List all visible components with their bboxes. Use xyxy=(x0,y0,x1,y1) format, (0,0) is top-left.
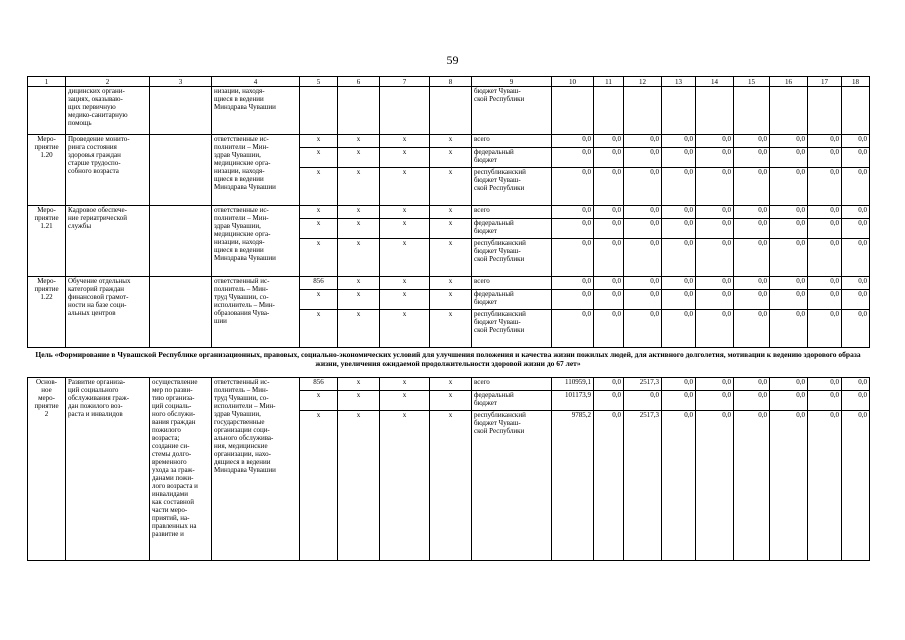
value-col-16: 0,0 xyxy=(770,239,808,277)
cell-c5: x xyxy=(300,148,338,168)
value-col-10: 0,0 xyxy=(552,148,594,168)
cell-c5: 856 xyxy=(300,277,338,290)
value-col-17: 0,0 xyxy=(808,378,842,391)
value-col-16: 0,0 xyxy=(770,290,808,310)
value-col-17: 0,0 xyxy=(808,411,842,561)
value-col-18: 0,0 xyxy=(842,378,870,391)
value-col-14: 0,0 xyxy=(696,310,734,348)
value-col-17: 0,0 xyxy=(808,239,842,277)
cell-c6: x xyxy=(338,378,380,391)
col-header-6: 6 xyxy=(338,77,380,87)
cell-c7: x xyxy=(380,277,430,290)
value-col-10: 0,0 xyxy=(552,206,594,219)
value-col-11: 0,0 xyxy=(594,168,624,206)
cell-c6: x xyxy=(338,239,380,277)
value-col-14: 0,0 xyxy=(696,148,734,168)
funding-source: федеральный бюджет xyxy=(472,148,552,168)
value-col-16: 0,0 xyxy=(770,206,808,219)
cell-c8: x xyxy=(430,168,472,206)
cont-c13 xyxy=(662,87,696,135)
value-col-10: 0,0 xyxy=(552,290,594,310)
value-col-14: 0,0 xyxy=(696,206,734,219)
measure-2-executors: ответственные ис- полнители – Мин- здрав Чувашии, медицинские орга- низации, находя- щиеся в ведении Минздрава Чувашии xyxy=(212,206,300,277)
value-col-10: 101173,9 xyxy=(552,391,594,411)
value-col-17: 0,0 xyxy=(808,206,842,219)
measure-1-name: Проведение монито- ринга состояния здоровья граждан старше трудоспо- собного возраста xyxy=(66,135,150,206)
value-col-16: 0,0 xyxy=(770,378,808,391)
value-col-11: 0,0 xyxy=(594,378,624,391)
value-col-17: 0,0 xyxy=(808,168,842,206)
value-col-10: 0,0 xyxy=(552,219,594,239)
value-col-11: 0,0 xyxy=(594,310,624,348)
value-col-18: 0,0 xyxy=(842,148,870,168)
cell-c5: x xyxy=(300,411,338,561)
value-col-13: 0,0 xyxy=(662,206,696,219)
value-col-17: 0,0 xyxy=(808,290,842,310)
col-header-15: 15 xyxy=(734,77,770,87)
cell-c6: x xyxy=(338,310,380,348)
value-col-12: 0,0 xyxy=(624,168,662,206)
cell-c7: x xyxy=(380,135,430,148)
value-col-15: 0,0 xyxy=(734,290,770,310)
value-col-15: 0,0 xyxy=(734,206,770,219)
value-col-18: 0,0 xyxy=(842,277,870,290)
cell-c5: x xyxy=(300,310,338,348)
value-col-18: 0,0 xyxy=(842,310,870,348)
cont-c9: бюджет Чуваш- ской Республики xyxy=(472,87,552,135)
col-header-3: 3 xyxy=(150,77,212,87)
col-header-9: 9 xyxy=(472,77,552,87)
value-col-11: 0,0 xyxy=(594,206,624,219)
cont-c16 xyxy=(770,87,808,135)
table-row xyxy=(28,135,870,148)
table-row xyxy=(28,206,870,219)
cell-c5: x xyxy=(300,135,338,148)
value-col-12: 0,0 xyxy=(624,310,662,348)
value-col-18: 0,0 xyxy=(842,290,870,310)
cont-c12 xyxy=(624,87,662,135)
cont-c2: дицинских органи- зациях, оказываю- щих первичную медико-санитарную помощь xyxy=(66,87,150,135)
value-col-12: 0,0 xyxy=(624,290,662,310)
value-col-16: 0,0 xyxy=(770,219,808,239)
measure-3-executors: ответственный ис- полнитель – Мин- труд Чувашии, со- исполнитель – Мин- образования Чува- шии xyxy=(212,277,300,348)
value-col-13: 0,0 xyxy=(662,135,696,148)
cell-c5: x xyxy=(300,391,338,411)
value-col-14: 0,0 xyxy=(696,277,734,290)
value-col-14: 0,0 xyxy=(696,168,734,206)
value-col-17: 0,0 xyxy=(808,219,842,239)
page-number: 59 xyxy=(446,53,459,67)
measure-2-name: Кадровое обеспече- ние гериатрической службы xyxy=(66,206,150,277)
main-measure-task: осуществление мер по разви- тию организа- ций социаль- ного обслужи- вания граждан пожилого возраста; создание си- стемы долго- временного ухода за граж- данами пожи- лого возраста и инвалидами как составной части меро- приятий, на- правленных на развитие и xyxy=(150,378,212,561)
value-col-18: 0,0 xyxy=(842,239,870,277)
measure-1-task xyxy=(150,135,212,206)
cont-c14 xyxy=(696,87,734,135)
main-measure-label: Основ- ное меро- приятие 2 xyxy=(28,378,66,561)
value-col-16: 0,0 xyxy=(770,391,808,411)
funding-source: всего xyxy=(472,277,552,290)
value-col-17: 0,0 xyxy=(808,277,842,290)
goal-heading: Цель «Формирование в Чувашской Республике организационных, правовых, социально-экономических условий для улучшения положения и качества жизни пожилых людей, для активного долголетия, мотивации к ведению здорового образа жизни, увеличения ожидаемой продолжительности здоровой жизни до 67 лет» xyxy=(35,350,861,368)
measure-3-task xyxy=(150,277,212,348)
value-col-12: 0,0 xyxy=(624,206,662,219)
main-measure-name: Развитие организа- ций социального обслуживания граж- дан пожилого воз- раста и инвалидов xyxy=(66,378,150,561)
value-col-18: 0,0 xyxy=(842,411,870,561)
cell-c6: x xyxy=(338,148,380,168)
value-col-14: 0,0 xyxy=(696,239,734,277)
value-col-17: 0,0 xyxy=(808,135,842,148)
funding-source: всего xyxy=(472,378,552,391)
value-col-11: 0,0 xyxy=(594,290,624,310)
measure-3-label: Меро- приятие 1.22 xyxy=(28,277,66,348)
value-col-15: 0,0 xyxy=(734,148,770,168)
cell-c7: x xyxy=(380,219,430,239)
value-col-16: 0,0 xyxy=(770,168,808,206)
cell-c5: x xyxy=(300,290,338,310)
value-col-10: 110959,1 xyxy=(552,378,594,391)
cell-c8: x xyxy=(430,148,472,168)
value-col-11: 0,0 xyxy=(594,277,624,290)
value-col-11: 0,0 xyxy=(594,411,624,561)
cell-c5: x xyxy=(300,168,338,206)
cell-c7: x xyxy=(380,206,430,219)
funding-source: республиканский бюджет Чуваш- ской Республики xyxy=(472,310,552,348)
value-col-10: 9785,2 xyxy=(552,411,594,561)
cell-c7: x xyxy=(380,148,430,168)
main-measure-table xyxy=(27,377,870,561)
cont-c8 xyxy=(430,87,472,135)
cell-c6: x xyxy=(338,277,380,290)
header-row xyxy=(28,77,870,87)
value-col-18: 0,0 xyxy=(842,391,870,411)
value-col-12: 2517,3 xyxy=(624,411,662,561)
funding-source: федеральный бюджет xyxy=(472,290,552,310)
col-header-5: 5 xyxy=(300,77,338,87)
value-col-15: 0,0 xyxy=(734,277,770,290)
value-col-12: 2517,3 xyxy=(624,378,662,391)
cont-c11 xyxy=(594,87,624,135)
value-col-15: 0,0 xyxy=(734,310,770,348)
measure-1-executors: ответственные ис- полнители – Мин- здрав Чувашии, медицинские орга- низации, находя- щиеся в ведении Минздрава Чувашии xyxy=(212,135,300,206)
main-measure-executors: ответственный ис- полнитель – Мин- труд Чувашии, со- исполнители – Мин- здрав Чувашии, государственные организации соци- ального обслужива- ния, медицинские организации, нахо- дящиеся в ведении Минздрава Чувашии xyxy=(212,378,300,561)
col-header-17: 17 xyxy=(808,77,842,87)
value-col-13: 0,0 xyxy=(662,219,696,239)
cell-c8: x xyxy=(430,206,472,219)
measure-2-task xyxy=(150,206,212,277)
value-col-11: 0,0 xyxy=(594,148,624,168)
col-header-11: 11 xyxy=(594,77,624,87)
value-col-17: 0,0 xyxy=(808,148,842,168)
cell-c5: x xyxy=(300,206,338,219)
funding-source: федеральный бюджет xyxy=(472,391,552,411)
value-col-10: 0,0 xyxy=(552,168,594,206)
value-col-14: 0,0 xyxy=(696,135,734,148)
cont-c5 xyxy=(300,87,338,135)
cont-c1 xyxy=(28,87,66,135)
cell-c8: x xyxy=(430,239,472,277)
value-col-12: 0,0 xyxy=(624,277,662,290)
cell-c7: x xyxy=(380,391,430,411)
cell-c6: x xyxy=(338,290,380,310)
value-col-13: 0,0 xyxy=(662,239,696,277)
col-header-18: 18 xyxy=(842,77,870,87)
cell-c7: x xyxy=(380,290,430,310)
value-col-11: 0,0 xyxy=(594,239,624,277)
cell-c6: x xyxy=(338,135,380,148)
value-col-15: 0,0 xyxy=(734,391,770,411)
cell-c6: x xyxy=(338,206,380,219)
value-col-15: 0,0 xyxy=(734,239,770,277)
cell-c7: x xyxy=(380,310,430,348)
funding-source: всего xyxy=(472,135,552,148)
funding-source: всего xyxy=(472,206,552,219)
value-col-10: 0,0 xyxy=(552,277,594,290)
funding-source: республиканский бюджет Чуваш- ской Республики xyxy=(472,239,552,277)
value-col-11: 0,0 xyxy=(594,391,624,411)
measure-3-name: Обучение отдельных категорий граждан финансовой грамот- ности на базе соци- альных центров xyxy=(66,277,150,348)
value-col-17: 0,0 xyxy=(808,310,842,348)
col-header-8: 8 xyxy=(430,77,472,87)
value-col-14: 0,0 xyxy=(696,378,734,391)
value-col-15: 0,0 xyxy=(734,378,770,391)
cell-c8: x xyxy=(430,411,472,561)
value-col-14: 0,0 xyxy=(696,391,734,411)
value-col-12: 0,0 xyxy=(624,148,662,168)
cell-c5: x xyxy=(300,239,338,277)
cont-c17 xyxy=(808,87,842,135)
cell-c7: x xyxy=(380,411,430,561)
value-col-14: 0,0 xyxy=(696,219,734,239)
program-table xyxy=(27,76,870,348)
cell-c8: x xyxy=(430,135,472,148)
value-col-11: 0,0 xyxy=(594,219,624,239)
value-col-15: 0,0 xyxy=(734,135,770,148)
cell-c7: x xyxy=(380,239,430,277)
col-header-16: 16 xyxy=(770,77,808,87)
value-col-18: 0,0 xyxy=(842,135,870,148)
cont-c10 xyxy=(552,87,594,135)
cell-c8: x xyxy=(430,378,472,391)
measure-1-label: Меро- приятие 1.20 xyxy=(28,135,66,206)
cell-c7: x xyxy=(380,378,430,391)
value-col-13: 0,0 xyxy=(662,148,696,168)
cell-c8: x xyxy=(430,277,472,290)
value-col-14: 0,0 xyxy=(696,411,734,561)
value-col-15: 0,0 xyxy=(734,411,770,561)
col-header-12: 12 xyxy=(624,77,662,87)
value-col-16: 0,0 xyxy=(770,135,808,148)
funding-source: республиканский бюджет Чуваш- ской Республики xyxy=(472,168,552,206)
value-col-13: 0,0 xyxy=(662,277,696,290)
cell-c6: x xyxy=(338,168,380,206)
table-row xyxy=(28,378,870,391)
cont-c15 xyxy=(734,87,770,135)
value-col-13: 0,0 xyxy=(662,378,696,391)
value-col-10: 0,0 xyxy=(552,310,594,348)
value-col-15: 0,0 xyxy=(734,219,770,239)
value-col-15: 0,0 xyxy=(734,168,770,206)
value-col-14: 0,0 xyxy=(696,290,734,310)
cell-c5: x xyxy=(300,219,338,239)
cell-c6: x xyxy=(338,391,380,411)
value-col-12: 0,0 xyxy=(624,391,662,411)
value-col-16: 0,0 xyxy=(770,411,808,561)
cell-c7: x xyxy=(380,168,430,206)
value-col-18: 0,0 xyxy=(842,219,870,239)
value-col-12: 0,0 xyxy=(624,135,662,148)
value-col-12: 0,0 xyxy=(624,219,662,239)
table-row xyxy=(28,277,870,290)
value-col-11: 0,0 xyxy=(594,135,624,148)
col-header-7: 7 xyxy=(380,77,430,87)
cont-c18 xyxy=(842,87,870,135)
cont-c7 xyxy=(380,87,430,135)
cell-c8: x xyxy=(430,310,472,348)
value-col-10: 0,0 xyxy=(552,135,594,148)
col-header-14: 14 xyxy=(696,77,734,87)
col-header-4: 4 xyxy=(212,77,300,87)
value-col-13: 0,0 xyxy=(662,168,696,206)
cell-c6: x xyxy=(338,411,380,561)
value-col-18: 0,0 xyxy=(842,168,870,206)
value-col-16: 0,0 xyxy=(770,310,808,348)
value-col-16: 0,0 xyxy=(770,277,808,290)
value-col-13: 0,0 xyxy=(662,411,696,561)
measure-2-label: Меро- приятие 1.21 xyxy=(28,206,66,277)
cell-c6: x xyxy=(338,219,380,239)
value-col-13: 0,0 xyxy=(662,391,696,411)
value-col-13: 0,0 xyxy=(662,310,696,348)
funding-source: федеральный бюджет xyxy=(472,219,552,239)
value-col-17: 0,0 xyxy=(808,391,842,411)
cell-c8: x xyxy=(430,290,472,310)
cont-c6 xyxy=(338,87,380,135)
value-col-18: 0,0 xyxy=(842,206,870,219)
funding-source: республиканский бюджет Чуваш- ской Республики xyxy=(472,411,552,561)
cell-c8: x xyxy=(430,391,472,411)
cell-c5: 856 xyxy=(300,378,338,391)
col-header-1: 1 xyxy=(28,77,66,87)
continuation-row xyxy=(28,87,870,135)
value-col-10: 0,0 xyxy=(552,239,594,277)
value-col-16: 0,0 xyxy=(770,148,808,168)
value-col-13: 0,0 xyxy=(662,290,696,310)
cont-c3 xyxy=(150,87,212,135)
col-header-10: 10 xyxy=(552,77,594,87)
value-col-12: 0,0 xyxy=(624,239,662,277)
col-header-2: 2 xyxy=(66,77,150,87)
col-header-13: 13 xyxy=(662,77,696,87)
cont-c4: низации, находя- щиеся в ведении Минздрава Чувашии xyxy=(212,87,300,135)
cell-c8: x xyxy=(430,219,472,239)
